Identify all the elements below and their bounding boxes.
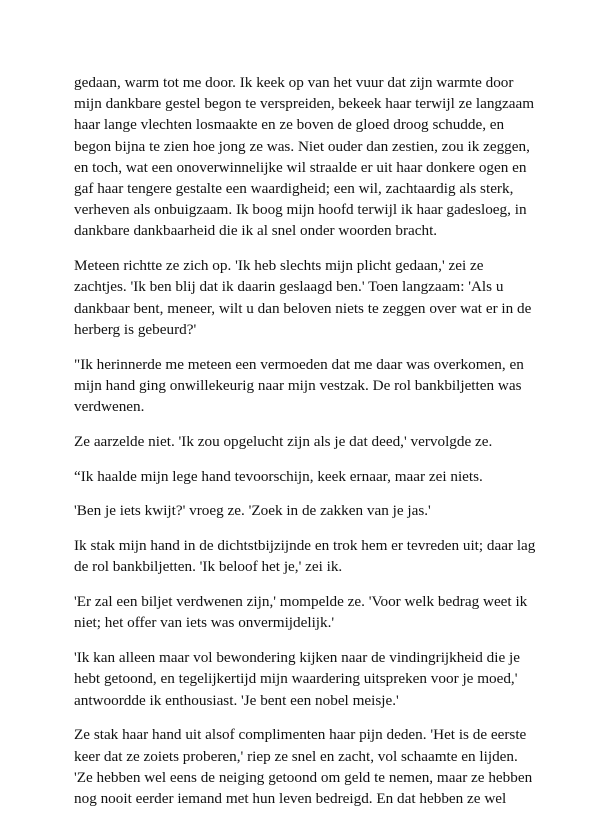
text-line: "Ik herinnerde me meteen een vermoeden dat me daar was overkomen, en: [74, 355, 524, 373]
paragraph: [74, 354, 544, 418]
paragraph: [74, 535, 544, 577]
text-line: 'Ik kan alleen maar vol bewondering kijken naar de vindingrijkheid die je: [74, 649, 520, 667]
paragraph: [74, 431, 544, 452]
text-line: Meteen richtte ze zich op. 'Ik heb slechts mijn plicht gedaan,' zei ze: [74, 257, 484, 275]
text-line: mijn dankbare gestel begon te verspreiden, bekeek haar terwijl ze langzaam: [74, 95, 535, 113]
text-line: dankbare dankbaarheid die ik al snel onder woorden bracht.: [74, 222, 438, 240]
text-line: Ze stak haar hand uit alsof complimenten haar pijn deden. 'Het is de eerste: [74, 726, 527, 744]
text-line: nog nooit eerder iemand met hun leven bedreigd. En dat hebben ze wel: [74, 790, 507, 808]
text-line: en toch, wat een onoverwinnelijke wil straalde er uit haar donkere ogen en: [74, 158, 527, 176]
text-line: verheven als onbuigzaam. Ik boog mijn hoofd terwijl ik haar gadesloeg, in: [74, 201, 527, 219]
text-line: 'Ze hebben wel eens de neiging getoond om geld te nemen, maar ze hebben: [74, 768, 533, 786]
text-line: gedaan, warm tot me door. Ik keek op van het vuur dat zijn warmte door: [74, 74, 514, 91]
text-line: dankbaar bent, meneer, wilt u dan beloven niets te zeggen over wat er in de: [74, 299, 532, 317]
paragraph: [74, 724, 544, 809]
text-line: haar lange vlechten losmaakte en ze boven de gloed droog schudde, en: [74, 116, 505, 134]
document-page: [74, 72, 544, 823]
text-line: niet; het offer van iets was onvermijdelijk.': [74, 614, 335, 632]
paragraph: [74, 591, 544, 633]
paragraph: [74, 466, 544, 487]
paragraph: [74, 72, 544, 242]
text-line: Ze aarzelde niet. 'Ik zou opgelucht zijn als je dat deed,' vervolgde ze.: [74, 432, 493, 450]
paragraph: [74, 647, 544, 711]
text-line: 'Ben je iets kwijt?' vroeg ze. 'Zoek in de zakken van je jas.': [74, 502, 431, 520]
text-line: verdwenen.: [74, 398, 145, 416]
text-line: zachtjes. 'Ik ben blij dat ik daarin geslaagd ben.' Toen langzaam: 'Als u: [74, 278, 504, 296]
text-line: herberg is gebeurd?': [74, 320, 197, 338]
paragraph: [74, 255, 544, 340]
text-line: gaf haar tengere gestalte een waardigheid; een wil, zachtaardig als sterk,: [74, 180, 514, 198]
text-line: Ik stak mijn hand in de dichtstbijzijnde en trok hem er tevreden uit; daar lag: [74, 537, 536, 555]
text-line: antwoordde ik enthousiast. 'Je bent een nobel meisje.': [74, 691, 399, 709]
text-line: mijn hand ging onwillekeurig naar mijn vestzak. De rol bankbiljetten was: [74, 376, 522, 394]
text-line: “Ik haalde mijn lege hand tevoorschijn, keek ernaar, maar zei niets.: [74, 467, 483, 485]
text-line: keer dat ze zoiets proberen,' riep ze snel en zacht, vol schaamte en lijden.: [74, 747, 518, 765]
text-line: begon bijna te zien hoe jong ze was. Niet ouder dan zestien, zou ik zeggen,: [74, 137, 530, 155]
paragraph: [74, 500, 544, 521]
text-line: hebt getoond, en tegelijkertijd mijn waardering uitspreken voor je moed,': [74, 670, 518, 688]
text-line: de rol bankbiljetten. 'Ik beloof het je,' zei ik.: [74, 558, 343, 576]
text-line: 'Er zal een biljet verdwenen zijn,' mompelde ze. 'Voor welk bedrag weet ik: [74, 593, 528, 611]
